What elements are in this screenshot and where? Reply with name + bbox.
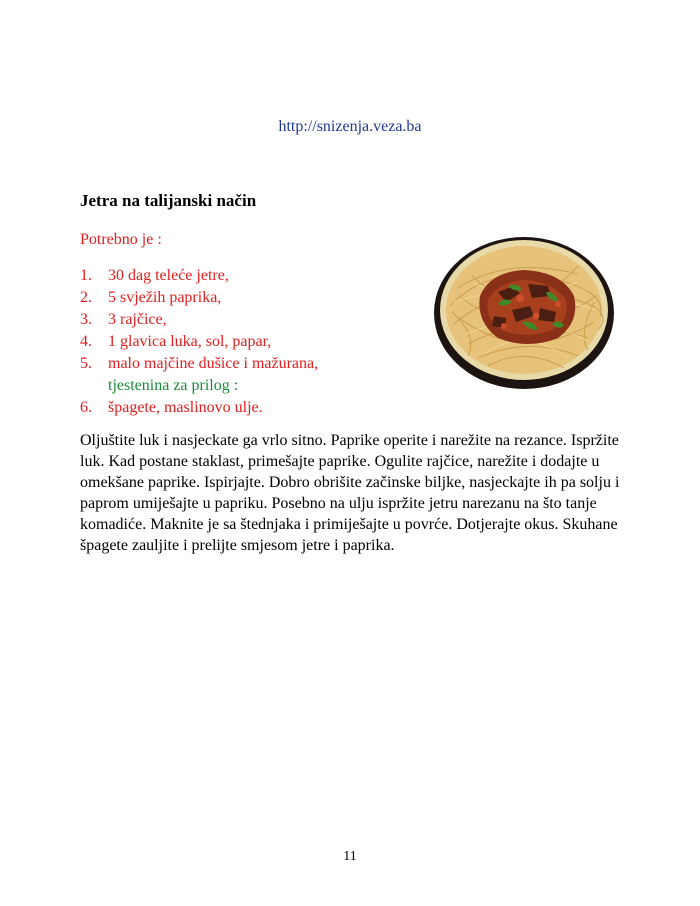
ingredient-number: 5. — [80, 355, 92, 372]
spaghetti-dish-photo — [428, 226, 620, 396]
ingredient-number: 2. — [80, 289, 92, 306]
ingredient-item — [80, 331, 318, 353]
recipe-instructions: Oljuštite luk i nasjeckate ga vrlo sitno. Paprike operite i narežite na rezance. Ispržite luk. Kad postane staklast, primešajte paprike. Ogulite rajčice, narežite i dodajte u omekšane paprike. Ispirjajte. Dobro obrišite začinske biljke, nasjeckajte ih pa solju i paprom umiješajte u papriku. Posebno na ulju ispržite jetru narezanu na što tanje komadiće. Maknite je sa štednjaka i primiješajte u povrće. Dotjerajte okus. Skuhane špagete zauljite i prelijte smjesom jetre i paprika. — [80, 432, 620, 554]
ingredient-number: 6. — [80, 399, 92, 416]
ingredient-text: 1 glavica luka, sol, papar, — [108, 333, 272, 350]
ingredient-text: malo majčine dušice i mažurana, — [108, 355, 319, 372]
header-url-link[interactable]: http://snizenja.veza.ba — [278, 118, 422, 135]
ingredient-text: 30 dag teleće jetre, — [108, 267, 229, 284]
ingredient-item — [80, 265, 318, 287]
ingredient-text: špagete, maslinovo ulje. — [108, 399, 263, 416]
page-number: 11 — [343, 849, 357, 864]
side-dish-text: tjestenina za prilog : — [108, 377, 239, 394]
ingredient-number — [80, 375, 108, 397]
ingredient-text: 3 rajčice, — [108, 311, 167, 328]
ingredient-text: 5 svježih paprika, — [108, 289, 222, 306]
ingredient-item — [80, 309, 318, 331]
ingredient-item — [80, 353, 318, 375]
ingredient-item — [80, 287, 318, 309]
ingredient-number: 4. — [80, 333, 92, 350]
ingredient-number: 1. — [80, 267, 92, 284]
ingredients-heading: Potrebno je : — [80, 231, 162, 248]
side-dish-subheading — [80, 375, 318, 397]
ingredient-number: 3. — [80, 311, 92, 328]
recipe-title: Jetra na talijanski način — [80, 191, 257, 210]
ingredient-item — [80, 397, 318, 419]
ingredient-list — [80, 265, 318, 419]
